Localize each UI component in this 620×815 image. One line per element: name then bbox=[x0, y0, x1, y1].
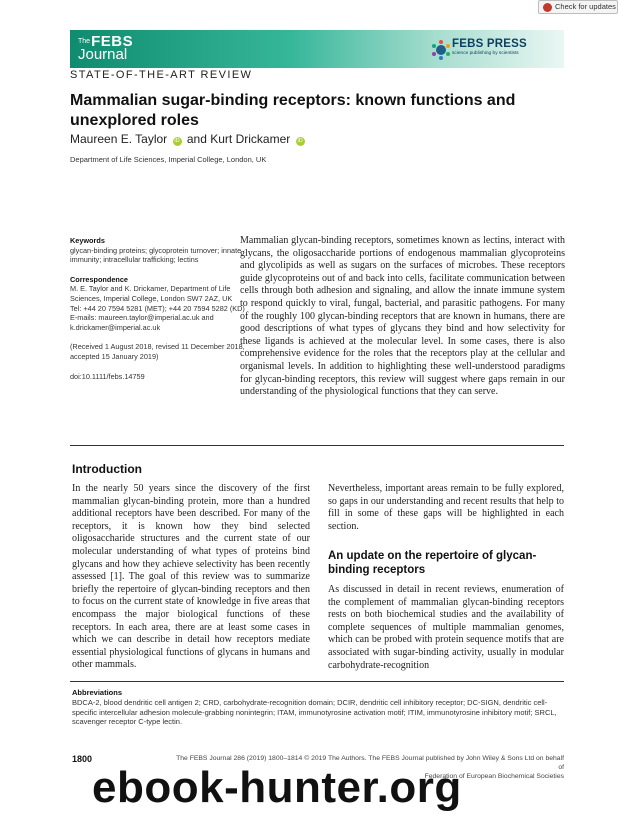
divider bbox=[70, 445, 564, 446]
footer-line: Federation of European Biochemical Societies bbox=[424, 773, 564, 780]
repertoire-heading: An update on the repertoire of glycan-binding receptors bbox=[328, 550, 537, 576]
section-label: STATE-OF-THE-ART REVIEW bbox=[70, 69, 253, 81]
febs-press-logo: FEBS PRESS science publishing by scientists bbox=[452, 38, 527, 56]
received-dates: (Received 1 August 2018, revised 11 December 2018, accepted 15 January 2019) bbox=[70, 342, 245, 361]
page-number: 1800 bbox=[72, 754, 93, 764]
author-drickamer[interactable]: Kurt Drickamer bbox=[210, 132, 291, 146]
febs-press-icon bbox=[430, 39, 452, 61]
introduction-heading: Introduction bbox=[72, 462, 142, 476]
article-sidebar bbox=[70, 236, 260, 381]
febs-journal-logo: $^{The}$FEBS Journal bbox=[78, 33, 134, 63]
abbreviations-heading: Abbreviations bbox=[72, 688, 123, 697]
abbreviations-body: BDCA-2, blood dendritic cell antigen 2; CRD, carbohydrate-recognition domain; DCIR, dendritic cell inhibitory receptor; DC-SIGN, dendritic cell-specific intercellular adhesion molecule-grabbing nonintegrin; ITAM, immunotyrosine activation motif; ITIM, immunotyrosine inhibitory motif; SRCL, scavenger receptor C-type lectin. bbox=[72, 698, 557, 727]
footer-line: The FEBS Journal 286 (2019) 1800–1814 © 2019 The Authors. The FEBS Journal published by John Wiley & Sons Ltd on behalf of bbox=[176, 755, 564, 771]
update-badge-icon bbox=[543, 3, 552, 12]
check-for-updates-label: Check for updates bbox=[555, 2, 616, 11]
check-for-updates-button[interactable] bbox=[538, 0, 618, 14]
introduction-body: In the nearly 50 years since the discovery of the first mammalian glycan-binding protein, more than a hundred additional receptors have been described. For many of the receptors, it is known how they bind selected oligosaccharide structures and the current state of our molecular understanding of what types of proteins bind glycans and how they achieve selectivity has been recently assessed [1]. The goal of this review was to summarize briefly the repertoire of glycan-binding receptors and then to focus on the current state of knowledge in five areas that encompass the major biological functions of these receptors. In each area, there are at least some cases in which we can describe in detail how receptors mediate essential physiological functions of glycans in humans and other mammals. bbox=[72, 483, 310, 671]
affiliation: Department of Life Sciences, Imperial College, London, UK bbox=[70, 155, 267, 164]
keywords-text: glycan-binding proteins; glycoprotein turnover; innate immunity; intracellular trafficking; lectins bbox=[70, 245, 242, 265]
correspondence-address: M. E. Taylor and K. Drickamer, Department of Life Sciences, Imperial College, London SW7 2AZ, UK bbox=[70, 284, 233, 303]
correspondence-tel: Tel: +44 20 7594 5281 (MET); +44 20 7594 5282 (KD) bbox=[70, 303, 245, 313]
authors-connector: and bbox=[186, 132, 207, 146]
right-column-paragraph: Nevertheless, important areas remain to be fully explored, so gaps in our understanding and recent results that help to fill in some of these gaps will be highlighted in each section. bbox=[328, 483, 564, 532]
orcid-icon[interactable]: iD bbox=[174, 138, 180, 144]
doi-link[interactable]: doi:10.1111/febs.14759 bbox=[70, 371, 145, 381]
author-taylor[interactable]: Maureen E. Taylor bbox=[70, 132, 168, 146]
abstract: Mammalian glycan-binding receptors, sometimes known as lectins, interact with glycans, the oligosaccharide portions of endogenous mammalian glycoproteins and glycolipids as well as sugars on the surfaces of microbes. These receptors guide glycoproteins out of and back into cells, facilitate communication between cells through both adhesion and signaling, and allow the innate immune system to respond quickly to viral, fungal, bacterial, and parasitic pathogens. For many of the roughly 100 glycan-binding receptors that are known in humans, there are good descriptions of what types of glycans they bind and how selectivity for these ligands is achieved at the molecular level. In some cases, there is also comprehensive evidence for the roles that the receptors play at the cellular and organismal levels. In addition to highlighting these well-understood paradigms for glycan-binding receptors, this review will suggest where gaps remain in our understanding of the physiological functions that they can serve. bbox=[240, 235, 565, 398]
authors bbox=[70, 132, 307, 146]
correspondence-heading: Correspondence bbox=[70, 274, 128, 284]
article-title: Mammalian sugar-binding receptors: known functions and unexplored roles bbox=[70, 92, 516, 129]
orcid-icon[interactable]: iD bbox=[297, 138, 303, 144]
repertoire-body: As discussed in detail in recent reviews, enumeration of the complement of mammalian glycan-binding receptors rests on both biochemical studies and the availability of complete sequences of multiple mammalian genomes, which can be probed with protein sequence motifs that are associated with sugar-binding activity, usually in modular carbohydrate-recognition bbox=[328, 584, 564, 671]
correspondence-emails[interactable]: E-mails: maureen.taylor@imperial.ac.uk and k.drickamer@imperial.ac.uk bbox=[70, 313, 214, 332]
watermark: ebook-hunter.org bbox=[92, 763, 462, 812]
divider bbox=[70, 681, 564, 682]
keywords-heading: Keywords bbox=[70, 236, 105, 245]
